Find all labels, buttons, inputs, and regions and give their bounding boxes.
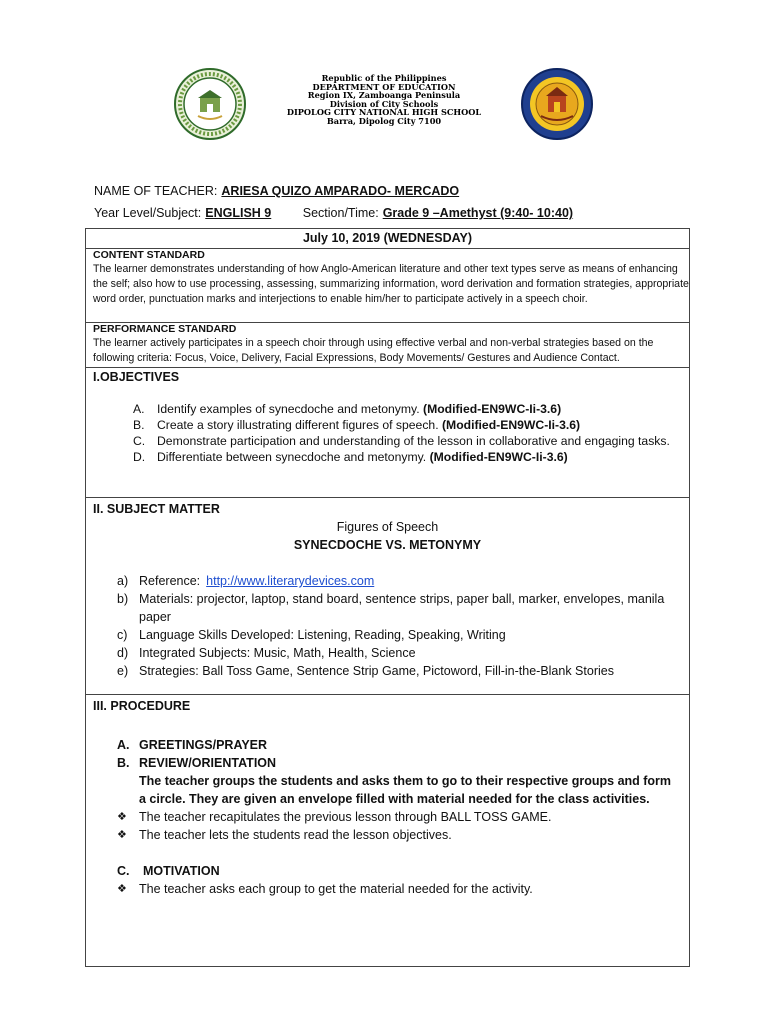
item-label: b) — [117, 592, 129, 606]
section-value: Grade 9 –Amethyst (9:40- 10:40) — [382, 206, 574, 220]
item-text: Strategies: Ball Toss Game, Sentence Strip Game, Pictoword, Fill-in-the-Blank Stories — [139, 664, 614, 678]
section-label: Section/Time: — [302, 206, 379, 220]
procedure-heading: III. PROCEDURE — [93, 699, 191, 713]
row-divider — [85, 497, 690, 498]
row-divider — [85, 367, 690, 368]
item-text: MOTIVATION — [143, 864, 220, 878]
list-item — [117, 754, 677, 772]
item-text: The teacher recapitulates the previous lesson through BALL TOSS GAME. — [139, 810, 552, 824]
topic-title: Figures of Speech — [336, 520, 439, 534]
letterhead-line: Republic of the Philippines — [321, 73, 447, 83]
diamond-bullet-icon: ❖ — [117, 829, 127, 841]
letterhead — [250, 74, 518, 126]
letterhead-line: Division of City Schools — [329, 98, 439, 109]
list-item — [117, 662, 692, 680]
teacher-name-line — [94, 184, 459, 198]
list-item — [117, 644, 692, 662]
lesson-date: July 10, 2019 (WEDNESDAY) — [302, 231, 473, 245]
list-item — [117, 572, 692, 590]
year-level-line — [94, 206, 573, 220]
item-label: C. — [133, 434, 146, 448]
item-code: (Modified-EN9WC-Ii-3.6) — [429, 450, 568, 464]
list-item — [117, 590, 692, 626]
item-text: Language Skills Developed: Listening, Reading, Speaking, Writing — [139, 628, 506, 642]
item-text: Demonstrate participation and understanding of the lesson in collaborative and engaging tasks. — [157, 434, 670, 448]
list-item — [117, 808, 677, 826]
performance-standard-text: The learner actively participates in a speech choir through using effective verbal and non-verbal strategies based on the following criteria: Focus, Voice, Delivery, Facial Expressions, Body Movements/ Gestures and Audience Contact. — [93, 337, 654, 364]
reference-link[interactable]: http://www.literarydevices.com — [206, 574, 375, 588]
item-text: REVIEW/ORIENTATION — [139, 756, 277, 770]
subject-matter-list — [117, 572, 692, 680]
year-value: ENGLISH 9 — [205, 206, 272, 220]
teacher-label: NAME OF TEACHER: — [94, 184, 218, 198]
content-standard-text: The learner demonstrates understanding of how Anglo-American literature and other text types serve as means of enhancing the self; also how to use processing, assessing, summarizing information, word derivation and formation strategies, appropriate word order, punctuation marks and interjections to enable him/her to participate actively in a speech choir. — [93, 263, 689, 305]
item-label: d) — [117, 646, 129, 660]
list-item — [117, 862, 677, 880]
objectives-list — [133, 401, 673, 465]
school-seal-icon — [174, 68, 246, 140]
year-label: Year Level/Subject: — [94, 206, 202, 220]
deped-seal-icon — [521, 68, 593, 140]
letterhead-line: Region IX, Zamboanga Peninsula — [307, 90, 461, 101]
item-text: The teacher lets the students read the lesson objectives. — [139, 828, 452, 842]
objectives-heading: I.OBJECTIVES — [93, 370, 180, 384]
item-text: Materials: projector, laptop, stand board, sentence strips, paper ball, marker, envelopes, manila paper — [139, 592, 665, 624]
diamond-bullet-icon: ❖ — [117, 811, 127, 823]
item-label: D. — [133, 450, 146, 464]
row-divider — [85, 694, 690, 695]
item-code: (Modified-EN9WC-Ii-3.6) — [441, 418, 581, 432]
topic-subtitle: SYNECDOCHE VS. METONYMY — [293, 538, 482, 552]
orientation-paragraph: The teacher groups the students and asks them to go to their respective groups and form a circle. They are given an envelope filled with material needed for the class activities. — [139, 774, 672, 806]
item-text: Create a story illustrating different figures of speech. — [157, 418, 439, 432]
letterhead-line: DEPARTMENT OF EDUCATION — [312, 81, 456, 92]
item-text: GREETINGS/PRAYER — [139, 738, 268, 752]
item-text: Integrated Subjects: Music, Math, Health, Science — [139, 646, 416, 660]
item-label: B. — [133, 418, 145, 432]
letterhead-line: DIPOLOG CITY NATIONAL HIGH SCHOOL — [286, 107, 482, 118]
list-item — [117, 826, 677, 844]
item-label: B. — [117, 756, 130, 770]
item-label: e) — [117, 664, 129, 678]
procedure-list — [117, 736, 677, 898]
performance-standard-heading: PERFORMANCE STANDARD — [93, 323, 237, 335]
item-text: The teacher asks each group to get the material needed for the activity. — [139, 882, 533, 896]
list-item — [133, 449, 673, 465]
diamond-bullet-icon: ❖ — [117, 883, 127, 895]
item-text: Identify examples of synecdoche and metonymy. — [157, 402, 420, 416]
spacer — [117, 844, 677, 862]
item-code: (Modified-EN9WC-Ii-3.6) — [423, 402, 562, 416]
list-item — [133, 401, 673, 417]
item-label: A. — [117, 738, 130, 752]
item-label: A. — [133, 402, 145, 416]
list-item — [133, 417, 673, 433]
item-label: a) — [117, 574, 129, 588]
item-label: c) — [117, 628, 128, 642]
teacher-name: ARIESA QUIZO AMPARADO- MERCADO — [221, 184, 460, 198]
list-item — [117, 736, 677, 754]
list-item — [117, 880, 677, 898]
item-text: Reference: — [139, 574, 201, 588]
item-label: C. — [117, 864, 130, 878]
item-text: Differentiate between synecdoche and metonymy. — [157, 450, 427, 464]
letterhead-line: Barra, Dipolog City 7100 — [326, 115, 442, 126]
list-item — [133, 433, 673, 449]
subject-matter-heading: II. SUBJECT MATTER — [93, 502, 220, 516]
list-item — [117, 626, 692, 644]
content-standard-heading: CONTENT STANDARD — [93, 249, 205, 261]
